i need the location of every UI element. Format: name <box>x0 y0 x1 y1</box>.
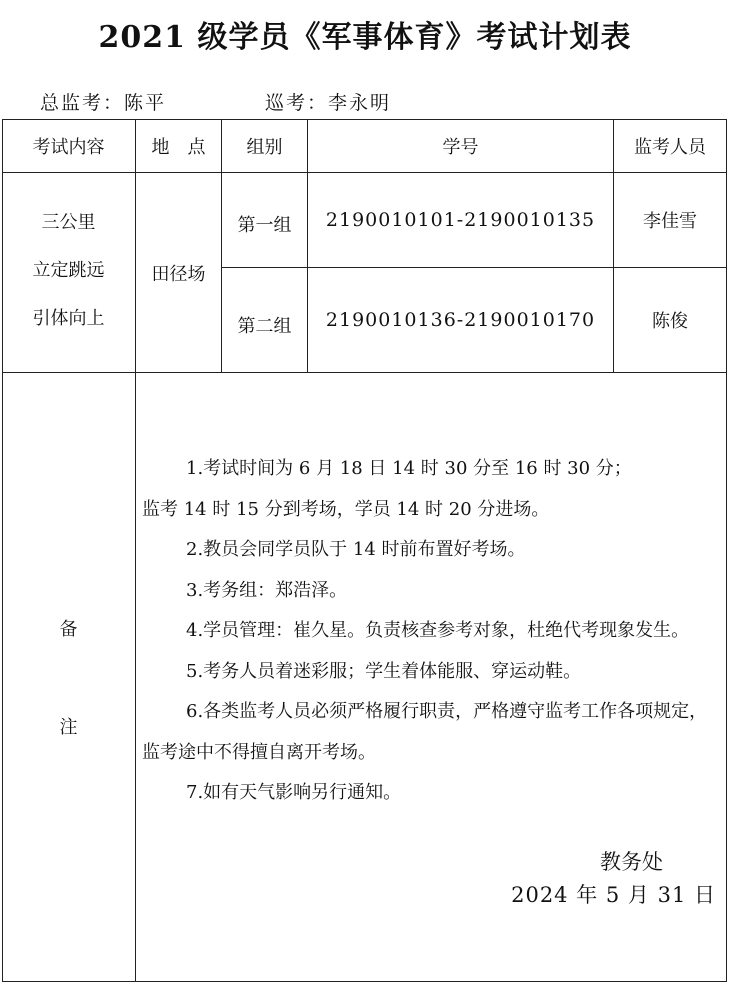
note-item: 7.如有天气影响另行通知。 <box>186 782 402 803</box>
patrol-proctor: 巡考：李永明 <box>265 92 392 114</box>
header-location: 地 点 <box>151 136 206 158</box>
exam-location: 田径场 <box>151 263 206 285</box>
exam-item: 立定跳远 <box>32 259 105 281</box>
exam-content <box>2 173 135 372</box>
page-title: 2021 级学员《军事体育》考试计划表 <box>98 20 632 55</box>
group-proctor: 李佳雪 <box>643 211 697 232</box>
remarks-notes <box>142 449 722 814</box>
header-content: 考试内容 <box>32 136 105 158</box>
note-item: 2.教员会同学员队于 14 时前布置好考场。 <box>186 539 526 560</box>
note-item: 1.考试时间为 6 月 18 日 14 时 30 分至 16 时 30 分； <box>186 458 632 479</box>
remarks-label-1: 备 <box>59 619 78 640</box>
group-ids: 2190010101-2190010135 <box>325 209 596 231</box>
issue-date: 2024 年 5 月 31 日 <box>511 883 716 907</box>
table-border-right <box>726 119 727 982</box>
group-name: 第一组 <box>237 215 292 236</box>
issuing-office: 教务处 <box>600 850 663 874</box>
note-item: 3.考务组：郑浩泽。 <box>186 579 348 601</box>
note-item: 5.考务人员着迷彩服；学生着体能服、穿运动鞋。 <box>186 660 582 682</box>
remarks-divider <box>2 372 727 373</box>
header-group: 组别 <box>246 136 283 158</box>
note-item: 监考 14 时 15 分到考场，学员 14 时 20 分进场。 <box>142 498 550 520</box>
table-border-bottom <box>2 981 727 982</box>
chief-proctor: 总监考：陈平 <box>40 92 167 114</box>
remarks-label-2: 注 <box>59 717 78 738</box>
header-student-id: 学号 <box>442 136 479 158</box>
header-proctor: 监考人员 <box>634 136 706 158</box>
exam-item: 三公里 <box>41 211 96 233</box>
group-name: 第二组 <box>237 316 292 337</box>
note-item: 4.学员管理：崔久星。负责核查参考对象，杜绝代考现象发生。 <box>186 620 690 641</box>
exam-item: 引体向上 <box>32 307 105 329</box>
group-proctor: 陈俊 <box>652 311 688 332</box>
group-ids: 2190010136-2190010170 <box>325 309 596 331</box>
note-item: 6.各类监考人员必须严格履行职责，严格遵守监考工作各项规定，监考途中不得擅自离开考场。 <box>142 701 708 763</box>
